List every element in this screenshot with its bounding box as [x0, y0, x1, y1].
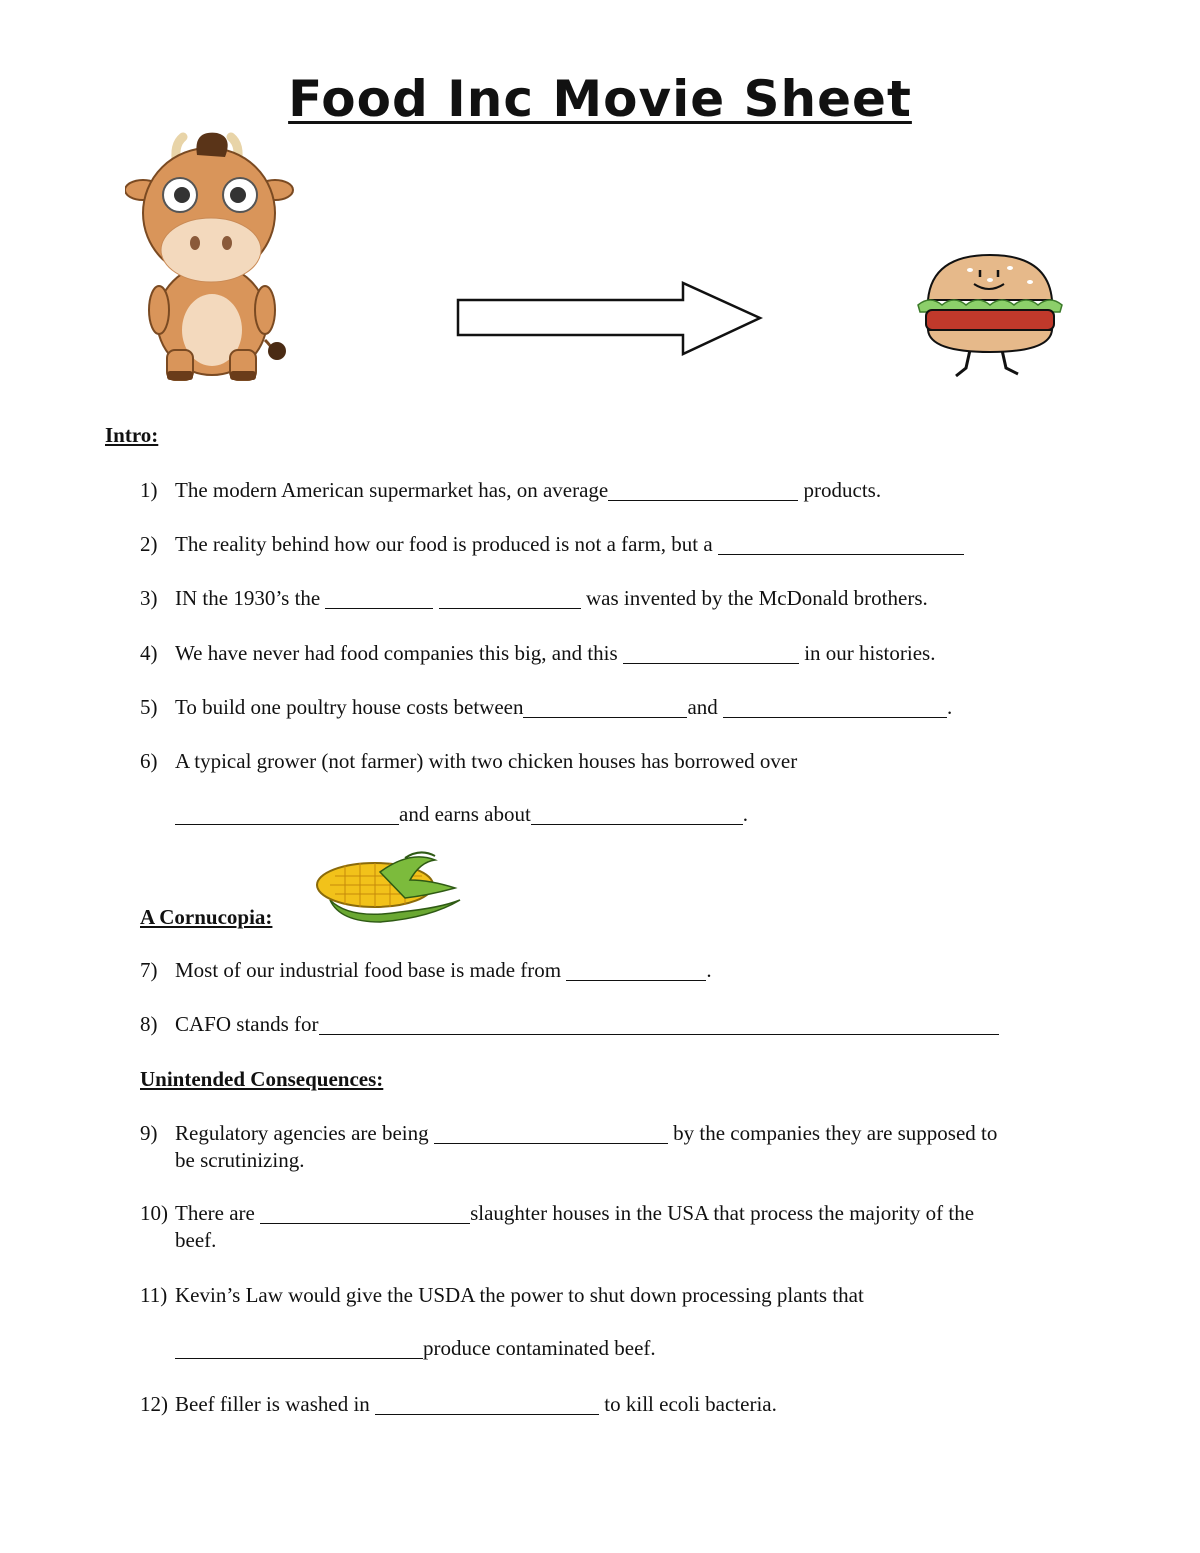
question-number: 12) [140, 1392, 168, 1416]
section-heading-intro: Intro: [105, 423, 159, 447]
question-number: 7) [140, 958, 158, 982]
question-text: We have never had food companies this big, and this [175, 641, 618, 665]
answer-blank[interactable] [319, 1014, 999, 1035]
answer-blank[interactable] [375, 1394, 599, 1415]
question-text: . [742, 802, 749, 826]
question-number: 6) [140, 749, 158, 773]
answer-blank[interactable] [531, 804, 743, 825]
question-text: by the companies they are supposed to [673, 1121, 998, 1145]
question-text: Beef filler is washed in [175, 1392, 370, 1416]
question-6-continuation [175, 802, 748, 827]
answer-blank[interactable] [260, 1203, 470, 1224]
question-text: produce contaminated beef. [423, 1336, 656, 1360]
question-text: IN the 1930’s the [175, 586, 321, 610]
question-number: 11) [140, 1283, 168, 1307]
question-text: and earns about [399, 802, 531, 826]
question-text: beef. [175, 1228, 217, 1252]
burger-icon [910, 250, 1070, 385]
question-text: Kevin’s Law would give the USDA the power to shut down processing plants that [175, 1283, 864, 1307]
question-text: To build one poultry house costs between [175, 695, 524, 719]
answer-blank[interactable] [723, 697, 947, 718]
question-text: and [687, 695, 718, 719]
question-text: There are [175, 1201, 255, 1225]
question-text: The modern American supermarket has, on average [175, 478, 609, 502]
page-title: Food Inc Movie Sheet [288, 70, 912, 128]
answer-blank[interactable] [523, 697, 687, 718]
question-text: Most of our industrial food base is made from [175, 958, 562, 982]
section-heading-cornucopia: A Cornucopia: [140, 905, 273, 929]
answer-blank[interactable] [325, 588, 433, 609]
corn-icon [310, 850, 470, 925]
question-number: 4) [140, 641, 158, 665]
answer-blank[interactable] [175, 1338, 423, 1359]
section-heading-consequences: Unintended Consequences: [140, 1067, 384, 1091]
question-text: to kill ecoli bacteria. [604, 1392, 777, 1416]
question-text: in our histories. [804, 641, 936, 665]
answer-blank[interactable] [175, 804, 399, 825]
question-text: was invented by the McDonald brothers. [585, 586, 928, 610]
question-text: slaughter houses in the USA that process the majority of the [470, 1201, 975, 1225]
question-text: . [706, 958, 712, 982]
answer-blank[interactable] [434, 1123, 668, 1144]
cow-icon [125, 125, 295, 385]
question-number: 3) [140, 586, 158, 610]
question-text: . [947, 695, 953, 719]
question-number: 10) [140, 1201, 168, 1225]
right-arrow-icon [455, 280, 765, 360]
answer-blank[interactable] [718, 534, 964, 555]
answer-blank[interactable] [608, 480, 798, 501]
question-text: The reality behind how our food is produced is not a farm, but a [175, 532, 713, 556]
question-number: 5) [140, 695, 158, 719]
question-number: 1) [140, 478, 158, 502]
question-number: 9) [140, 1121, 158, 1145]
question-number: 2) [140, 532, 158, 556]
answer-blank[interactable] [623, 643, 799, 664]
question-text: Regulatory agencies are being [175, 1121, 429, 1145]
answer-blank[interactable] [439, 588, 581, 609]
question-text: products. [803, 478, 882, 502]
question-11-continuation [175, 1336, 656, 1361]
question-text: A typical grower (not farmer) with two chicken houses has borrowed over [175, 749, 798, 773]
answer-blank[interactable] [566, 960, 706, 981]
question-text: CAFO stands for [175, 1012, 319, 1036]
question-number: 8) [140, 1012, 158, 1036]
question-text: be scrutinizing. [175, 1148, 305, 1172]
